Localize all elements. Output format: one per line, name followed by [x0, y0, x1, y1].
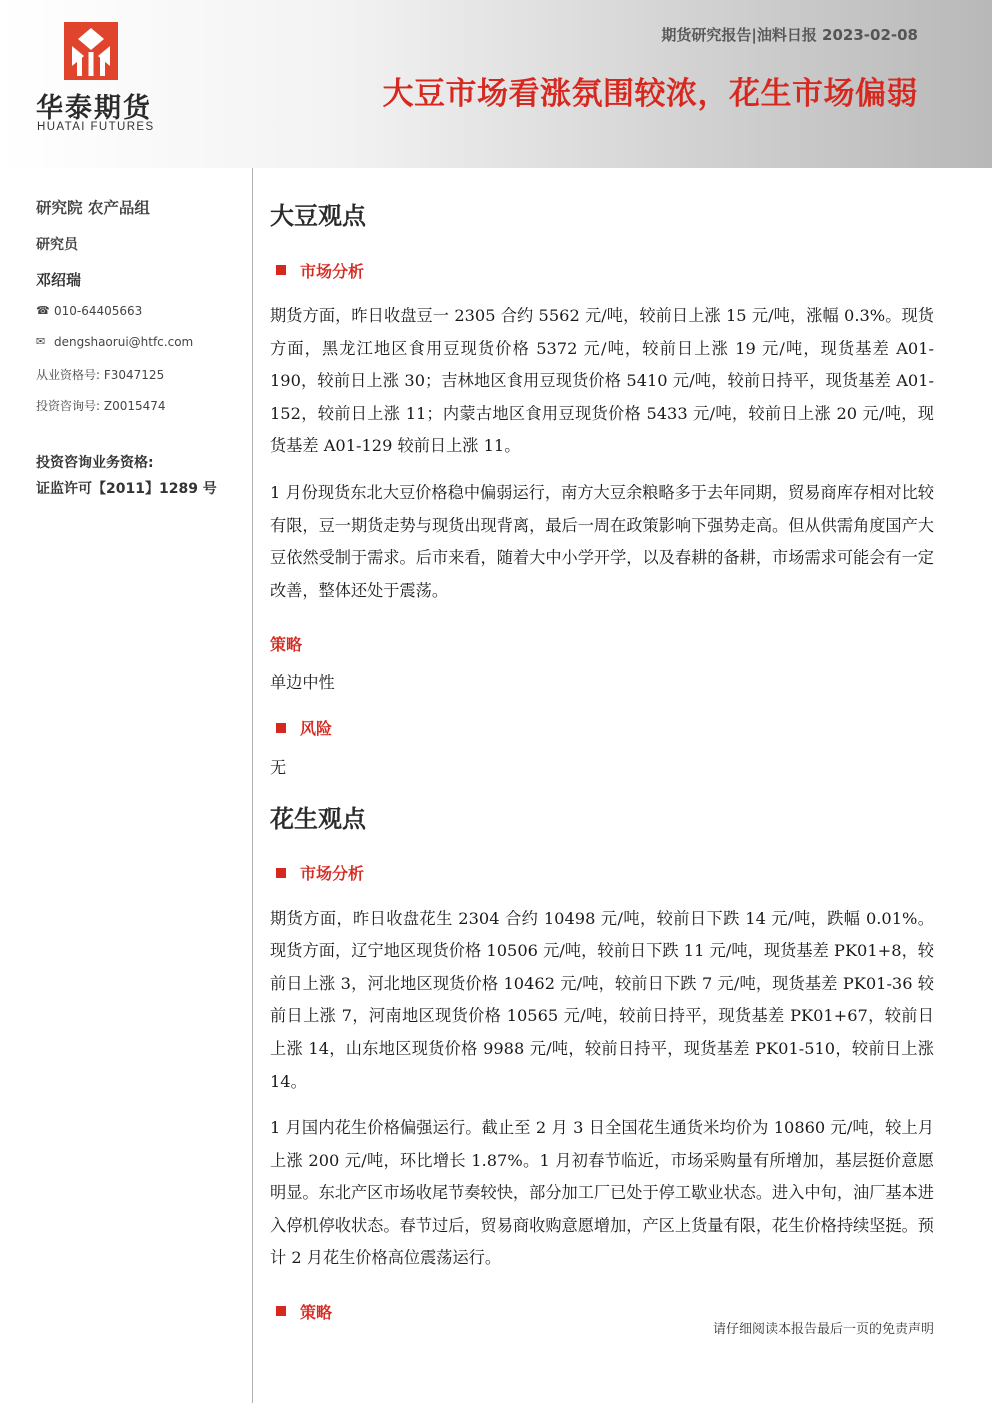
red-square-bullet-icon: [276, 1306, 286, 1316]
consult-number: 投资咨询号: Z0015474: [36, 399, 166, 413]
email-address[interactable]: dengshaorui@htfc.com: [54, 335, 194, 349]
soybean-futures-paragraph: 期货方面，昨日收盘豆一 2305 合约 5562 元/吨，较前日上涨 15 元/吨，涨幅 0.3%。现货方面，黑龙江地区食用豆现货价格 5372 元/吨，较前日上涨 19 元/吨，现货基差 A01-190，较前日上涨 30；吉林地区食用豆现货价格 5410 元/吨，较前日持平，现货基差 A01-152，较前日上涨 11；内蒙古地区食用豆现货价格 5433 元/吨，较前日上涨 20 元/吨，现货基差 A01-129 较前日上涨 11。: [270, 306, 934, 456]
cert-label: 投资咨询业务资格:: [36, 455, 154, 471]
cert-number: 证监许可【2011】1289 号: [36, 481, 217, 497]
qualification-number: 从业资格号: F3047125: [36, 368, 165, 382]
disclaimer-note: 请仔细阅读本报告最后一页的免责声明: [712, 1322, 934, 1337]
soybean-outlook-paragraph: 1 月份现货东北大豆价格稳中偏弱运行，南方大豆余粮略多于去年同期，贸易商库存相对比较有限，豆一期货走势与现货出现背离，最后一周在政策影响下强势走高。但从供需角度国产大豆依然受制于需求。后市来看，随着大中小学开学，以及春耕的备耕，市场需求可能会有一定改善，整体还处于震荡。: [270, 482, 934, 600]
report-type-date: 期货研究报告|油料日报 2023-02-08: [661, 26, 918, 44]
red-square-bullet-icon: [276, 723, 286, 733]
soybean-risk-text: 无: [270, 757, 287, 777]
logo-chinese-name: 华泰期货: [36, 93, 152, 124]
red-square-bullet-icon: [276, 265, 286, 275]
email-line: [36, 335, 241, 366]
phone-line: [36, 304, 241, 335]
department: 研究院 农产品组: [36, 199, 150, 217]
report-header: [0, 0, 992, 168]
soybean-risk-label: 风险: [300, 719, 333, 739]
soybean-market-label: 市场分析: [300, 261, 365, 281]
peanut-section-title: 花生观点: [270, 804, 366, 833]
peanut-futures-paragraph: 期货方面，昨日收盘花生 2304 合约 10498 元/吨，较前日下跌 14 元/吨，跌幅 0.01%。现货方面，辽宁地区现货价格 10506 元/吨，较前日下跌 11 元/吨，现货基差 PK01+8，较前日上涨 3，河北地区现货价格 10462 元/吨，较前日下跌 7 元/吨，现货基差 PK01-36 较前日上涨 7，河南地区现货价格 10565 元/吨，较前日持平，现货基差 PK01+67，较前日上涨 14，山东地区现货价格 9988 元/吨，较前日持平，现货基差 PK01-510，较前日上涨 14。: [270, 908, 934, 1091]
soybean-market-heading: [270, 258, 934, 282]
soybean-section-title: 大豆观点: [270, 202, 366, 230]
peanut-outlook-paragraph: 1 月国内花生价格偏强运行。截止至 2 月 3 日全国花生通货米均价为 10860 元/吨，较上月上涨 200 元/吨，环比增长 1.87%。1 月初春节临近，市场采购量有所增加，基层挺价意愿明显。东北产区市场收尾节奏较快，部分加工厂已处于停工歇业状态。进入中旬，油厂基本进入停机停收状态。春节过后，贸易商收购意愿增加，产区上货量有限，花生价格持续坚挺。预计 2 月花生价格高位震荡运行。: [270, 1118, 934, 1268]
soybean-risk-heading: [270, 716, 934, 740]
author-name: 邓绍瑞: [36, 271, 82, 289]
soybean-strategy-label: 策略: [270, 634, 303, 654]
column-divider: [252, 168, 253, 1403]
report-title: 大豆市场看涨氛围较浓，花生市场偏弱: [382, 76, 918, 112]
phone-icon: ☎: [36, 304, 50, 317]
author-sidebar: [36, 196, 241, 498]
envelope-icon: ✉: [36, 335, 46, 348]
soybean-strategy-text: 单边中性: [270, 673, 335, 693]
soybean-strategy-heading: [270, 631, 934, 655]
phone-number: 010-64405663: [54, 304, 143, 318]
peanut-strategy-label: 策略: [300, 1302, 333, 1322]
report-body: [270, 196, 934, 1323]
author-role: 研究员: [36, 237, 78, 253]
logo-english-name: HUATAI FUTURES: [37, 121, 155, 133]
red-square-bullet-icon: [276, 868, 286, 878]
peanut-market-heading: [270, 861, 934, 885]
peanut-market-label: 市场分析: [300, 864, 365, 884]
huatai-logo-icon: [64, 22, 118, 80]
